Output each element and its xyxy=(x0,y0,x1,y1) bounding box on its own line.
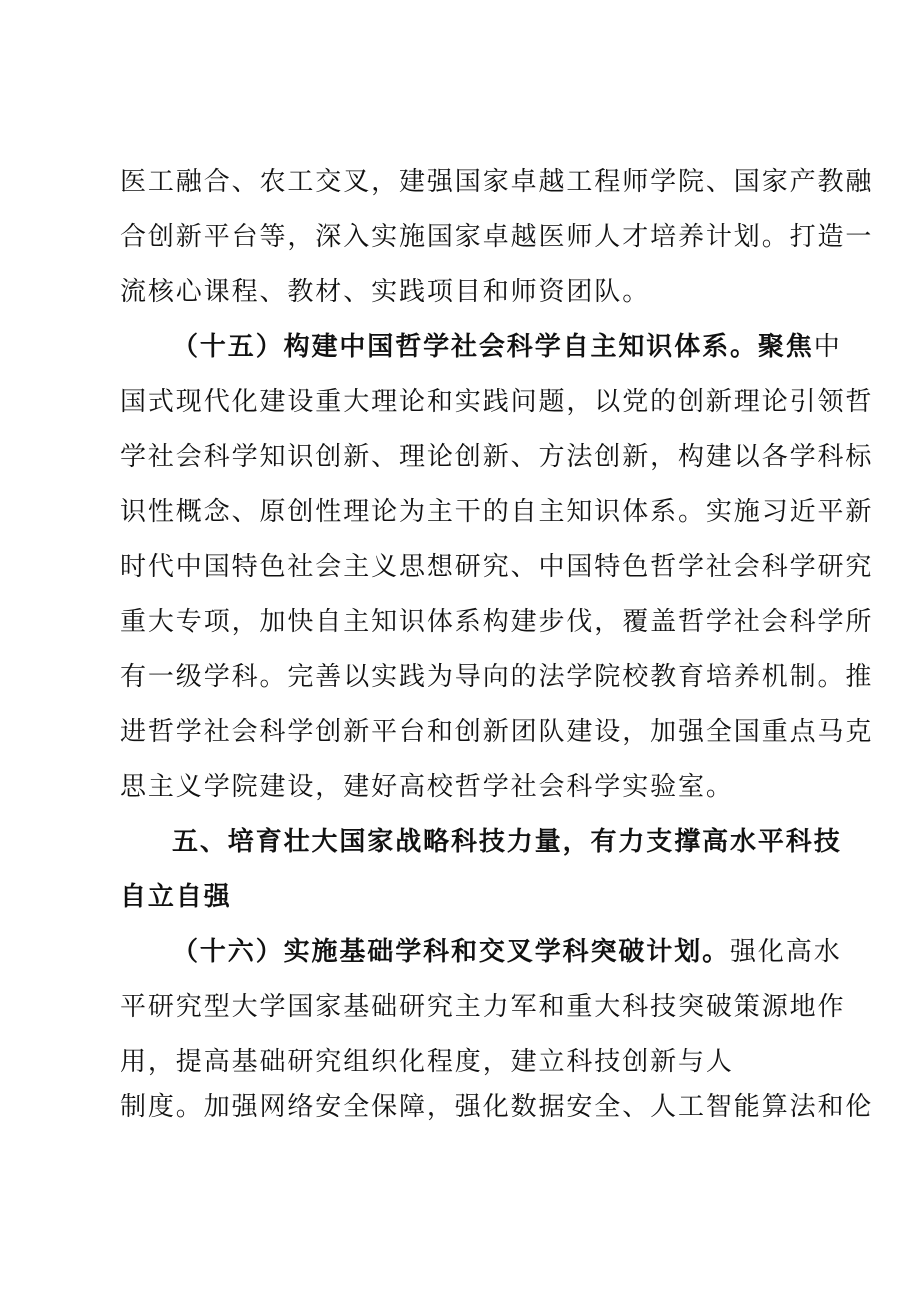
section5-heading-line1: 五、培育壮大国家战略科技力量，有力支撑高水平科技 xyxy=(172,827,842,857)
paragraph3-line1 xyxy=(172,935,842,969)
paragraph3-line1-rest: 强化高水 xyxy=(730,937,842,967)
paragraph1-line2: 合创新平台等，深入实施国家卓越医师人才培养计划。打造一 xyxy=(120,222,874,252)
paragraph2-line9: 思主义学院建设，建好高校哲学社会科学实验室。 xyxy=(120,772,734,802)
paragraph2-line8: 进哲学社会科学创新平台和创新团队建设，加强全国重点马克 xyxy=(120,717,874,747)
section5-heading-line2: 自立自强 xyxy=(120,882,232,912)
paragraph3-line2: 平研究型大学国家基础研究主力军和重大科技突破策源地作 xyxy=(120,992,846,1022)
paragraph1-line3: 流核心课程、教材、实践项目和师资团队。 xyxy=(120,277,651,307)
paragraph1-line1: 医工融合、农工交叉，建强国家卓越工程师学院、国家产教融 xyxy=(120,167,874,197)
paragraph2-line7: 有一级学科。完善以实践为导向的法学院校教育培养机制。推 xyxy=(120,662,874,692)
paragraph3-line3: 用，提高基础研究组织化程度，建立科技创新与人 xyxy=(120,1047,734,1077)
paragraph2-line2: 国式现代化建设重大理论和实践问题，以党的创新理论引领哲 xyxy=(120,387,874,417)
paragraph2-line1-rest: 中 xyxy=(813,332,842,362)
paragraph3-heading: （十六）实施基础学科和交叉学科突破计划。 xyxy=(172,937,731,967)
paragraph2-line6: 重大专项，加快自主知识体系构建步伐，覆盖哲学社会科学所 xyxy=(120,607,874,637)
paragraph2-line4: 识性概念、原创性理论为主干的自主知识体系。实施习近平新 xyxy=(120,497,874,527)
paragraph2-heading: （十五）构建中国哲学社会科学自主知识体系。聚焦 xyxy=(172,332,814,362)
paragraph2-line1 xyxy=(172,330,842,364)
paragraph2-line3: 学社会科学知识创新、理论创新、方法创新，构建以各学科标 xyxy=(120,442,874,472)
paragraph2-line5: 时代中国特色社会主义思想研究、中国特色哲学社会科学研究 xyxy=(120,552,874,582)
paragraph3-line4: 制度。加强网络安全保障，强化数据安全、人工智能算法和伦 xyxy=(120,1092,874,1122)
